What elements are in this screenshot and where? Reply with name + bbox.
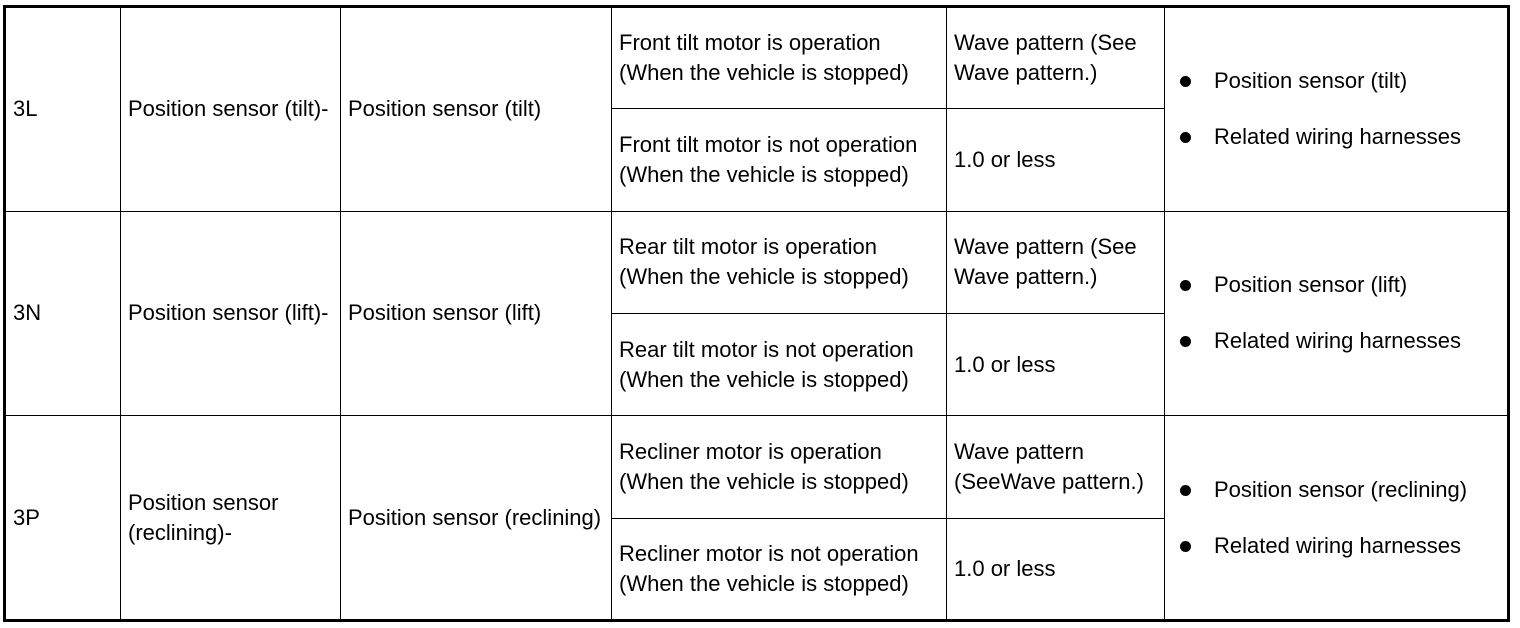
condition-cell: Rear tilt motor is not operation (When the vehicle is stopped) xyxy=(612,313,947,415)
list-item: Position sensor (lift) xyxy=(1214,270,1501,300)
signal-name-cell: Position sensor (lift)- xyxy=(121,211,341,416)
list-item: Related wiring harnesses xyxy=(1214,531,1501,561)
condition-cell: Recliner motor is operation (When the vehicle is stopped) xyxy=(612,416,947,518)
condition-cell: Rear tilt motor is operation (When the vehicle is stopped) xyxy=(612,211,947,313)
condition-cell: Front tilt motor is not operation (When the vehicle is stopped) xyxy=(612,109,947,211)
reference-cell: Position sensor (tilt) xyxy=(341,7,612,212)
table-row xyxy=(5,211,1509,313)
list-item: Position sensor (tilt) xyxy=(1214,66,1501,96)
list-item: Related wiring harnesses xyxy=(1214,122,1501,152)
signal-name-cell: Position sensor (reclining)- xyxy=(121,416,341,621)
diagnosis-table xyxy=(3,5,1510,622)
possible-cause-list xyxy=(1172,66,1501,152)
value-cell: 1.0 or less xyxy=(947,518,1165,620)
terminal-cell: 3L xyxy=(5,7,121,212)
condition-cell: Front tilt motor is operation (When the vehicle is stopped) xyxy=(612,7,947,109)
signal-name-cell: Position sensor (tilt)- xyxy=(121,7,341,212)
possible-cause-cell xyxy=(1165,211,1509,416)
value-cell: Wave pattern (See Wave pattern.) xyxy=(947,7,1165,109)
terminal-cell: 3P xyxy=(5,416,121,621)
value-cell: 1.0 or less xyxy=(947,109,1165,211)
table-row xyxy=(5,416,1509,518)
reference-cell: Position sensor (reclining) xyxy=(341,416,612,621)
reference-cell: Position sensor (lift) xyxy=(341,211,612,416)
value-cell: Wave pattern (SeeWave pattern.) xyxy=(947,416,1165,518)
list-item: Related wiring harnesses xyxy=(1214,326,1501,356)
terminal-cell: 3N xyxy=(5,211,121,416)
possible-cause-cell xyxy=(1165,416,1509,621)
possible-cause-cell xyxy=(1165,7,1509,212)
possible-cause-list xyxy=(1172,270,1501,356)
possible-cause-list xyxy=(1172,475,1501,561)
value-cell: 1.0 or less xyxy=(947,313,1165,415)
condition-cell: Recliner motor is not operation (When the vehicle is stopped) xyxy=(612,518,947,620)
list-item: Position sensor (reclining) xyxy=(1214,475,1501,505)
value-cell: Wave pattern (See Wave pattern.) xyxy=(947,211,1165,313)
table-row xyxy=(5,7,1509,109)
